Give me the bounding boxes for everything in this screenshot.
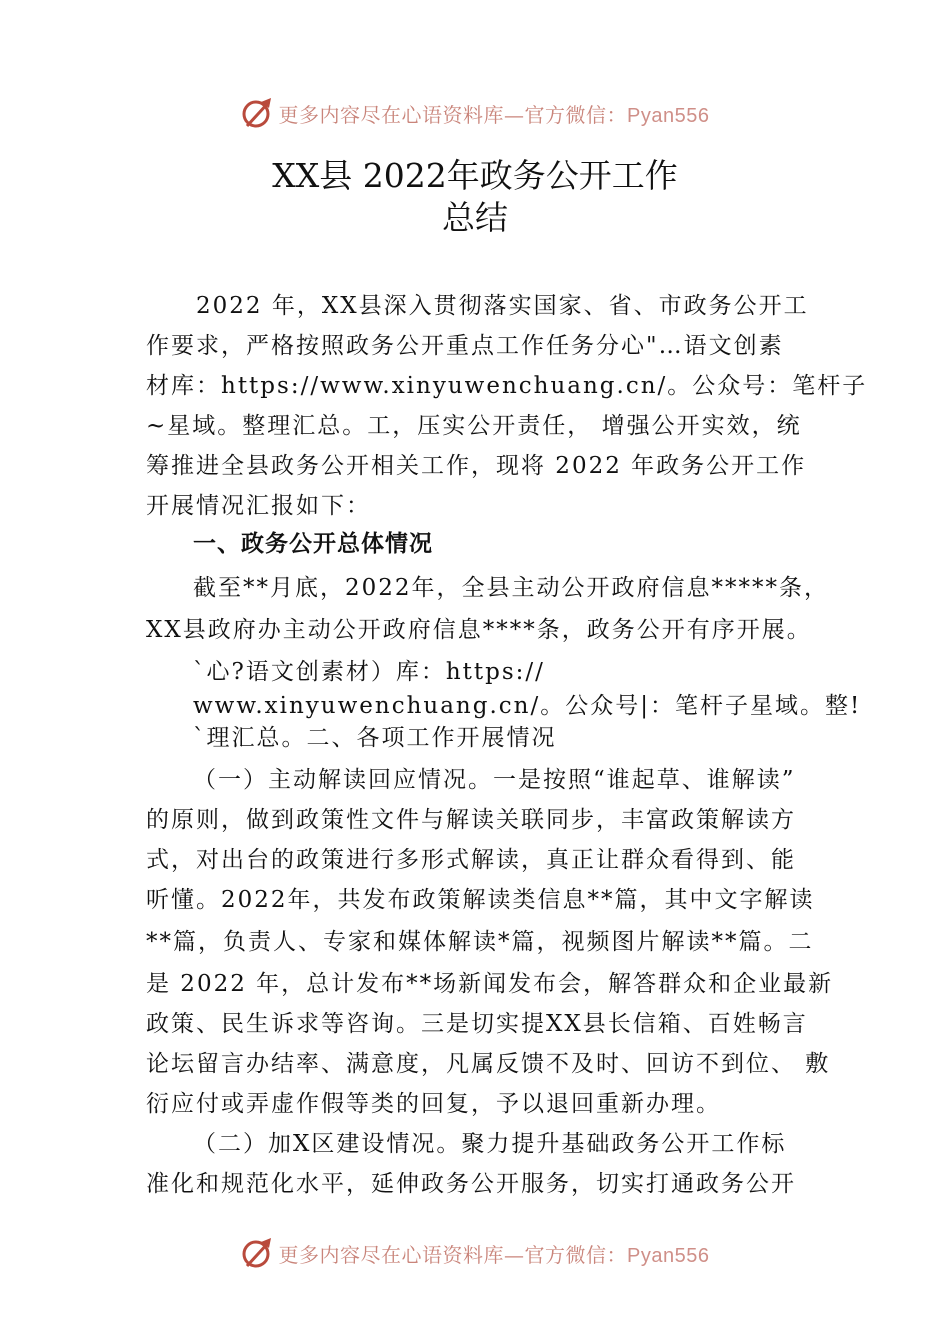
item1-line-5: **篇，负责人、专家和媒体解读*篇，视频图片解读**篇。二 (146, 929, 814, 955)
item1-line-6: 是 2022 年，总计发布**场新闻发布会，解答群众和企业最新 (146, 971, 834, 997)
intro-line-6: 开展情况汇报如下： (146, 493, 371, 519)
section1-line-1: 截至**月底，2022年，全县主动公开政府信息*****条， (193, 575, 830, 601)
intro-line-4: ~星域。整理汇总。工，压实公开责任， 增强公开实效，统 (146, 413, 802, 439)
garbled-line-3: `理汇总。二、各项工作开展情况 (193, 725, 557, 751)
item2-line-1: （二）加X区建设情况。聚力提升基础政务公开工作标 (193, 1131, 787, 1157)
item1-line-3: 式，对出台的政策进行多形式解读，真正让群众看得到、能 (146, 847, 796, 873)
intro-line-2: 作要求，严格按照政务公开重点工作任务分心"…语文创素 (146, 333, 784, 359)
item1-line-2: 的原则，做到政策性文件与解读关联同步，丰富政策解读方 (146, 807, 796, 833)
item1-line-8: 论坛留言办结率、满意度，凡属反馈不及时、回访不到位、 敷 (146, 1051, 831, 1077)
quill-logo-icon (241, 1236, 275, 1270)
item2-line-2: 准化和规范化水平，延伸政务公开服务，切实打通政务公开 (146, 1171, 796, 1197)
item1-line-9: 衍应付或弄虚作假等类的回复，予以退回重新办理。 (146, 1091, 721, 1117)
document-title-line1: XX县 2022年政务公开工作 (272, 156, 678, 195)
watermark-banner-bottom (0, 1233, 950, 1273)
garbled-line-2: www.xinyuwenchuang.cn/。公众号|：笔杆子星域。整! (193, 693, 862, 719)
watermark-text-en: Pyan556 (627, 1244, 710, 1267)
watermark-banner-top (0, 93, 950, 133)
section-heading-1: 一、政务公开总体情况 (193, 531, 433, 557)
garbled-line-1: `心?语文创素材）库：https:// (193, 659, 545, 685)
quill-logo-icon (241, 96, 275, 130)
intro-line-5: 筹推进全县政务公开相关工作，现将 2022 年政务公开工作 (146, 453, 807, 479)
item1-line-1: （一）主动解读回应情况。一是按照“谁起草、谁解读” (193, 767, 796, 793)
intro-line-1: 2022 年，XX县深入贯彻落实国家、省、市政务公开工 (146, 293, 809, 319)
intro-line-3: 材库：https://www.xinyuwenchuang.cn/。公众号：笔杆子 (146, 373, 868, 399)
document-title-line2: 总结 (442, 198, 508, 237)
watermark-text-cn: 更多内容尽在心语资料库—官方微信： (278, 1242, 628, 1267)
watermark-text-cn: 更多内容尽在心语资料库—官方微信： (278, 102, 628, 127)
item1-line-7: 政策、民生诉求等咨询。三是切实提XX县长信箱、百姓畅言 (146, 1011, 808, 1037)
item1-line-4: 听懂。2022年，共发布政策解读类信息**篇，其中文字解读 (146, 887, 815, 913)
watermark-text-en: Pyan556 (627, 104, 710, 127)
section1-line-2: XX县政府办主动公开政府信息****条，政务公开有序开展。 (146, 617, 812, 643)
